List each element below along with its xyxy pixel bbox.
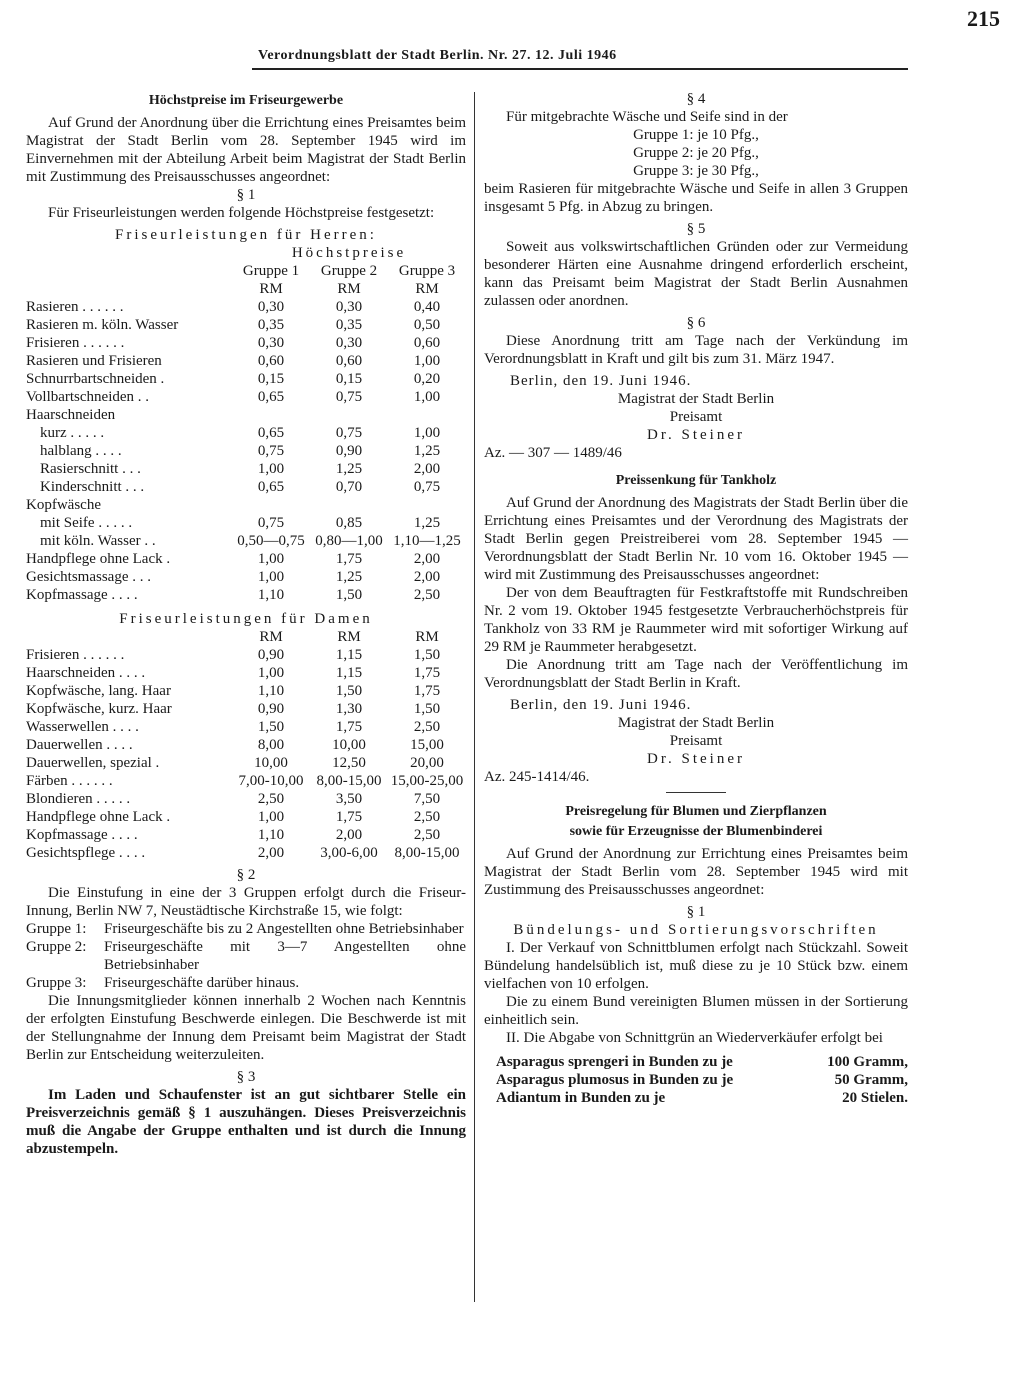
table-row — [26, 700, 466, 718]
intro-paragraph: Auf Grund der Anordnung über die Errichtung eines Preisamtes beim Magistrat der Stadt Berlin vom 28. September 1945 wird im Einvernehmen mit der Abteilung Arbeit beim Magistrat der Stadt Berlin mit Zustimmung des Preisausschusses angeordnet: — [26, 115, 466, 185]
price-cell: 0,75 — [257, 515, 285, 531]
service-label: Handpflege ohne Lack . — [26, 809, 171, 825]
paragraph-2-heading: § 2 — [236, 867, 256, 883]
price-cell: 0,15 — [257, 371, 285, 387]
signature-name: Dr. Steiner — [647, 427, 745, 443]
price-cell: 20,00 — [410, 755, 444, 771]
tankholz-text-3: Die Anordnung tritt am Tage nach der Veröffentlichung im Verordnungsblatt der Stadt Berlin in Kraft. — [484, 657, 908, 691]
running-head: Verordnungsblatt der Stadt Berlin. Nr. 27. 12. Juli 1946 — [258, 48, 617, 63]
table-row — [26, 790, 466, 808]
price-cell: 0,30 — [257, 299, 285, 315]
price-cell: 2,00 — [413, 461, 441, 477]
price-cell: 2,50 — [413, 587, 441, 603]
paragraph-2-text: Die Einstufung in eine der 3 Gruppen erfolgt durch die Friseur-Innung, Berlin NW 7, Neustädtische Kirchstraße 15, wie folgt: — [26, 885, 466, 919]
table-row — [26, 568, 466, 586]
section-subtitle-blumen: sowie für Erzeugnisse der Blumenbinderei — [569, 824, 823, 839]
price-cell: 1,00 — [257, 665, 285, 681]
date-line: Berlin, den 19. Juni 1946. — [510, 373, 692, 389]
price-cell: 1,50 — [413, 701, 441, 717]
price-cell: 1,25 — [335, 461, 363, 477]
service-label: Rasieren und Frisieren — [26, 353, 162, 369]
service-label: Kopfmassage . . . . — [26, 587, 138, 603]
table-row — [26, 664, 466, 682]
tankholz-text-1: Auf Grund der Anordnung des Magistrats der Stadt Berlin über die Errichtung eines Preisamtes und der Verordnung des Magistrats der Stadt Berlin gegen Preistreiberei vom 28. September 1945 — Verordnungsblatt der Stadt Berlin Nr. 10 vom 16. Oktober 1945 — wird mit Zustimmung des Preisausschusses angeordnet: — [484, 495, 908, 583]
signature-line: Preisamt — [669, 409, 723, 425]
table-row — [26, 298, 466, 316]
price-cell: 1,00 — [413, 389, 441, 405]
price-cell: 1,50 — [257, 719, 285, 735]
table-row — [26, 370, 466, 388]
service-label: Kopfmassage . . . . — [26, 827, 138, 843]
price-cell: 1,75 — [335, 809, 363, 825]
price-cell: 0,50—0,75 — [237, 533, 305, 549]
gruppe-definition — [26, 938, 466, 974]
blumen-rule-I: I. Der Verkauf von Schnittblumen erfolgt nach Stückzahl. Soweit Bündelung handelsüblich ist, muß diese zu je 10 Stück bzw. einem vielfachen von 10 erfolgen. — [484, 940, 908, 992]
table-row — [26, 334, 466, 352]
unit-label: RM — [415, 281, 439, 297]
paragraph-6-text: Diese Anordnung tritt am Tage nach der Verkündung im Verordnungsblatt in Kraft und gilt bis zum 31. März 1947. — [484, 333, 908, 367]
signature-line: Preisamt — [669, 733, 723, 749]
signature-line: Magistrat der Stadt Berlin — [617, 715, 775, 731]
hoechstpreise-label: Höchstpreise — [291, 245, 407, 261]
table-row — [26, 424, 466, 442]
price-cell: 2,50 — [413, 719, 441, 735]
table-row — [26, 826, 466, 844]
plant-bundle: Asparagus plumosus in Bunden zu je — [496, 1072, 734, 1088]
price-cell: 1,00 — [413, 353, 441, 369]
service-label: Wasserwellen . . . . — [26, 719, 139, 735]
page-number: 215 — [967, 6, 1000, 31]
price-cell: 0,90 — [257, 647, 285, 663]
table-row — [26, 388, 466, 406]
gruppe-key: Gruppe 1: — [26, 921, 87, 937]
service-label: Frisieren . . . . . . — [26, 647, 125, 663]
paragraph-1-heading: § 1 — [236, 187, 256, 203]
table-row — [26, 514, 466, 532]
gruppe-description: Friseurgeschäfte bis zu 2 Angestellten ohne Betriebsinhaber — [104, 921, 464, 937]
price-cell: 0,30 — [257, 335, 285, 351]
price-cell: 1,75 — [335, 551, 363, 567]
gruppe-definition — [26, 974, 466, 992]
price-cell: 1,00 — [257, 551, 285, 567]
price-cell: 1,50 — [413, 647, 441, 663]
price-cell: 1,10 — [257, 827, 285, 843]
table-row — [26, 550, 466, 568]
price-cell: 1,00 — [257, 569, 285, 585]
price-cell: 1,25 — [413, 515, 441, 531]
service-label: Dauerwellen . . . . — [26, 737, 133, 753]
price-cell: 10,00 — [332, 737, 366, 753]
price-cell: 1,50 — [335, 587, 363, 603]
paragraph-4-text2: beim Rasieren für mitgebrachte Wäsche und Seife in allen 3 Gruppen insgesamt 5 Pfg. in Abzug zu bringen. — [484, 181, 908, 215]
section-title-friseur: Höchstpreise im Friseurgewerbe — [148, 93, 344, 108]
table-row — [26, 718, 466, 736]
left-column — [26, 90, 466, 1158]
price-cell: 0,90 — [335, 443, 363, 459]
table-row — [26, 772, 466, 790]
schnittgruen-list — [484, 1053, 908, 1107]
gruppe-key: Gruppe 3: — [26, 975, 87, 991]
table-row — [26, 586, 466, 604]
gruppe-description: Friseurgeschäfte darüber hinaus. — [104, 975, 300, 991]
price-cell: 1,75 — [335, 719, 363, 735]
gruppen-list — [26, 920, 466, 992]
paragraph-4-heading: § 4 — [686, 91, 706, 107]
service-label: Rasieren m. köln. Wasser — [26, 317, 179, 333]
price-cell: 0,75 — [335, 389, 363, 405]
service-label: Färben . . . . . . — [26, 773, 113, 789]
price-cell: 1,15 — [335, 647, 363, 663]
service-label: Schnurrbartschneiden . — [26, 371, 165, 387]
price-cell: 0,75 — [257, 443, 285, 459]
price-cell: 0,75 — [335, 425, 363, 441]
price-cell: 0,15 — [335, 371, 363, 387]
list-item — [496, 1071, 908, 1089]
price-cell: 1,10 — [257, 683, 285, 699]
price-cell: 0,65 — [257, 425, 285, 441]
group-header: Gruppe 3 — [398, 263, 456, 279]
signature-line: Magistrat der Stadt Berlin — [617, 391, 775, 407]
pfg-line: Gruppe 2: je 20 Pfg., — [633, 145, 759, 161]
price-cell: 1,25 — [335, 569, 363, 585]
service-label: Kinderschnitt . . . — [40, 479, 145, 495]
table-row — [26, 406, 466, 424]
service-label: Frisieren . . . . . . — [26, 335, 125, 351]
price-cell: 1,00 — [413, 425, 441, 441]
blumen-rule-II: II. Die Abgabe von Schnittgrün an Wiederverkäufer erfolgt bei — [506, 1030, 883, 1046]
table-row — [26, 316, 466, 334]
price-cell: 2,00 — [257, 845, 285, 861]
price-cell: 10,00 — [254, 755, 288, 771]
service-label: Kopfwäsche — [26, 497, 101, 513]
table-row — [26, 478, 466, 496]
price-cell: 2,50 — [413, 809, 441, 825]
pfg-line: Gruppe 1: je 10 Pfg., — [633, 127, 759, 143]
paragraph-4-text: Für mitgebrachte Wäsche und Seife sind in der — [506, 109, 788, 125]
section-title-blumen: Preisregelung für Blumen und Zierpflanzen — [565, 804, 827, 819]
table-row — [26, 532, 466, 550]
gruppe-description: Friseurgeschäfte mit 3—7 Angestellten ohne Betriebsinhaber — [104, 939, 466, 973]
price-cell: 8,00-15,00 — [316, 773, 382, 789]
table-row — [26, 460, 466, 478]
service-label: mit Seife . . . . . — [40, 515, 133, 531]
service-label: Blondieren . . . . . — [26, 791, 131, 807]
unit-label: RM — [415, 629, 439, 645]
table-row — [26, 754, 466, 772]
table-row — [26, 808, 466, 826]
plant-bundle: Adiantum in Bunden zu je — [496, 1090, 666, 1106]
unit-label: RM — [337, 629, 361, 645]
pfg-line: Gruppe 3: je 30 Pfg., — [633, 163, 759, 179]
section-divider — [666, 792, 726, 793]
service-label: Gesichtsmassage . . . — [26, 569, 151, 585]
unit-label: RM — [259, 629, 283, 645]
service-label: Kopfwäsche, kurz. Haar — [26, 701, 172, 717]
date-line: Berlin, den 19. Juni 1946. — [510, 697, 692, 713]
price-cell: 1,50 — [335, 683, 363, 699]
table-row — [26, 352, 466, 370]
price-cell: 0,75 — [413, 479, 441, 495]
section-title-tankholz: Preissenkung für Tankholz — [615, 473, 777, 488]
price-cell — [232, 406, 310, 424]
price-cell: 0,70 — [335, 479, 363, 495]
price-cell: 1,10—1,25 — [393, 533, 461, 549]
damen-price-table — [26, 628, 466, 862]
price-cell: 2,00 — [413, 569, 441, 585]
service-label: kurz . . . . . — [40, 425, 105, 441]
aktenzeichen: Az. — 307 — 1489/46 — [484, 445, 622, 461]
table-row — [26, 646, 466, 664]
price-cell: 0,65 — [257, 479, 285, 495]
header-rule — [252, 68, 908, 70]
table-row — [26, 682, 466, 700]
herren-heading: Friseurleistungen für Herren: — [115, 227, 377, 243]
price-cell: 0,60 — [413, 335, 441, 351]
paragraph-3-heading: § 3 — [236, 1069, 256, 1085]
price-cell: 15,00-25,00 — [390, 773, 464, 789]
service-label: Haarschneiden . . . . — [26, 665, 146, 681]
service-label: Rasieren . . . . . . — [26, 299, 124, 315]
paragraph-5-text: Soweit aus volkswirtschaftlichen Gründen oder zur Vermeidung besonderer Härten eine Ausnahme dringend erforderlich erscheint, kann das Preisamt beim Magistrat der Stadt Berlin Ausnahmen zulassen oder anordnen. — [484, 239, 908, 309]
price-cell: 0,85 — [335, 515, 363, 531]
plant-bundle: Asparagus sprengeri in Bunden zu je — [496, 1054, 733, 1070]
price-cell: 2,50 — [413, 827, 441, 843]
service-label: mit köln. Wasser . . — [40, 533, 156, 549]
price-cell: 7,50 — [413, 791, 441, 807]
service-label: Dauerwellen, spezial . — [26, 755, 160, 771]
price-cell: 7,00-10,00 — [238, 773, 304, 789]
price-cell: 8,00 — [257, 737, 285, 753]
unit-label: RM — [259, 281, 283, 297]
group-header: Gruppe 1 — [242, 263, 300, 279]
price-cell: 2,00 — [335, 827, 363, 843]
service-label: Haarschneiden — [26, 407, 116, 423]
herren-price-table — [26, 244, 466, 604]
blumen-paragraph-1-heading: § 1 — [686, 904, 706, 920]
price-cell: 1,75 — [413, 665, 441, 681]
price-cell: 1,00 — [257, 461, 285, 477]
price-cell: 3,00-6,00 — [320, 845, 378, 861]
service-label: halblang . . . . — [40, 443, 122, 459]
price-cell: 0,50 — [413, 317, 441, 333]
blumen-rule-I-2: Die zu einem Bund vereinigten Blumen müssen in der Sortierung einheitlich sein. — [484, 994, 908, 1028]
bundle-size: 100 Gramm, — [827, 1054, 908, 1070]
price-cell: 0,20 — [413, 371, 441, 387]
price-cell — [232, 496, 310, 514]
paragraph-6-heading: § 6 — [686, 315, 706, 331]
price-cell — [388, 496, 466, 514]
price-cell: 0,35 — [335, 317, 363, 333]
table-row — [26, 442, 466, 460]
table-row — [26, 736, 466, 754]
unit-label: RM — [337, 281, 361, 297]
signature-name: Dr. Steiner — [647, 751, 745, 767]
damen-heading: Friseurleistungen für Damen — [119, 611, 373, 627]
list-item — [496, 1053, 908, 1071]
price-cell: 0,35 — [257, 317, 285, 333]
column-divider — [474, 92, 475, 1302]
price-cell: 2,50 — [257, 791, 285, 807]
price-cell: 0,60 — [257, 353, 285, 369]
gruppe-definition — [26, 920, 466, 938]
price-cell: 1,30 — [335, 701, 363, 717]
price-cell: 1,00 — [257, 809, 285, 825]
price-cell — [310, 496, 388, 514]
price-cell: 12,50 — [332, 755, 366, 771]
gruppe-key: Gruppe 2: — [26, 939, 87, 955]
price-cell: 3,50 — [335, 791, 363, 807]
service-label: Vollbartschneiden . . — [26, 389, 150, 405]
price-cell: 0,80—1,00 — [315, 533, 383, 549]
price-cell: 2,00 — [413, 551, 441, 567]
aktenzeichen: Az. 245-1414/46. — [484, 769, 590, 785]
price-cell: 0,40 — [413, 299, 441, 315]
tankholz-text-2: Der von dem Beauftragten für Festkraftstoffe mit Rundschreiben Nr. 2 vom 19. Oktober 1945 festgesetzte Verbraucherhöchstpreis für Tankholz von 33 RM je Raummeter wird mit sofortiger Wirkung auf 29 RM je Raummeter herabgesetzt. — [484, 585, 908, 655]
price-cell: 1,15 — [335, 665, 363, 681]
price-cell: 8,00-15,00 — [394, 845, 460, 861]
paragraph-2-text2: Die Innungsmitglieder können innerhalb 2 Wochen nach Kenntnis der erfolgten Einstufung Beschwerde einlegen. Die Beschwerde ist mit der Stellungnahme der Innung dem Preisamt beim Magistrat der Stadt Berlin zur Entscheidung weiterzuleiten. — [26, 993, 466, 1063]
bundle-size: 50 Gramm, — [834, 1072, 908, 1088]
price-cell: 0,90 — [257, 701, 285, 717]
price-cell: 1,25 — [413, 443, 441, 459]
price-cell — [310, 406, 388, 424]
right-column — [484, 90, 908, 1107]
price-cell: 0,60 — [335, 353, 363, 369]
buendelung-heading: Bündelungs- und Sortierungsvorschriften — [513, 922, 879, 938]
service-label: Kopfwäsche, lang. Haar — [26, 683, 171, 699]
price-cell: 0,65 — [257, 389, 285, 405]
price-cell: 1,75 — [413, 683, 441, 699]
bundle-size: 20 Stielen. — [842, 1090, 908, 1106]
price-cell: 15,00 — [410, 737, 444, 753]
service-label: Rasierschnitt . . . — [40, 461, 141, 477]
list-item — [496, 1089, 908, 1107]
blumen-intro: Auf Grund der Anordnung zur Errichtung eines Preisamtes beim Magistrat der Stadt Berlin vom 28. September 1945 wird mit Zustimmung des Preisausschusses angeordnet: — [484, 846, 908, 898]
paragraph-3-text: Im Laden und Schaufenster ist an gut sichtbarer Stelle ein Preisverzeichnis gemäß § 1 auszuhängen. Dieses Preisverzeichnis muß die Angabe der Gruppe enthalten und ist durch die Innung abzustempeln. — [26, 1087, 466, 1157]
service-label: Handpflege ohne Lack . — [26, 551, 171, 567]
table-row — [26, 496, 466, 514]
price-cell: 0,30 — [335, 299, 363, 315]
service-label: Gesichtspflege . . . . — [26, 845, 146, 861]
price-cell: 0,30 — [335, 335, 363, 351]
price-cell: 1,10 — [257, 587, 285, 603]
table-row — [26, 844, 466, 862]
price-cell — [388, 406, 466, 424]
paragraph-1-text: Für Friseurleistungen werden folgende Höchstpreise festgesetzt: — [48, 205, 435, 221]
paragraph-5-heading: § 5 — [686, 221, 706, 237]
group-header: Gruppe 2 — [320, 263, 378, 279]
